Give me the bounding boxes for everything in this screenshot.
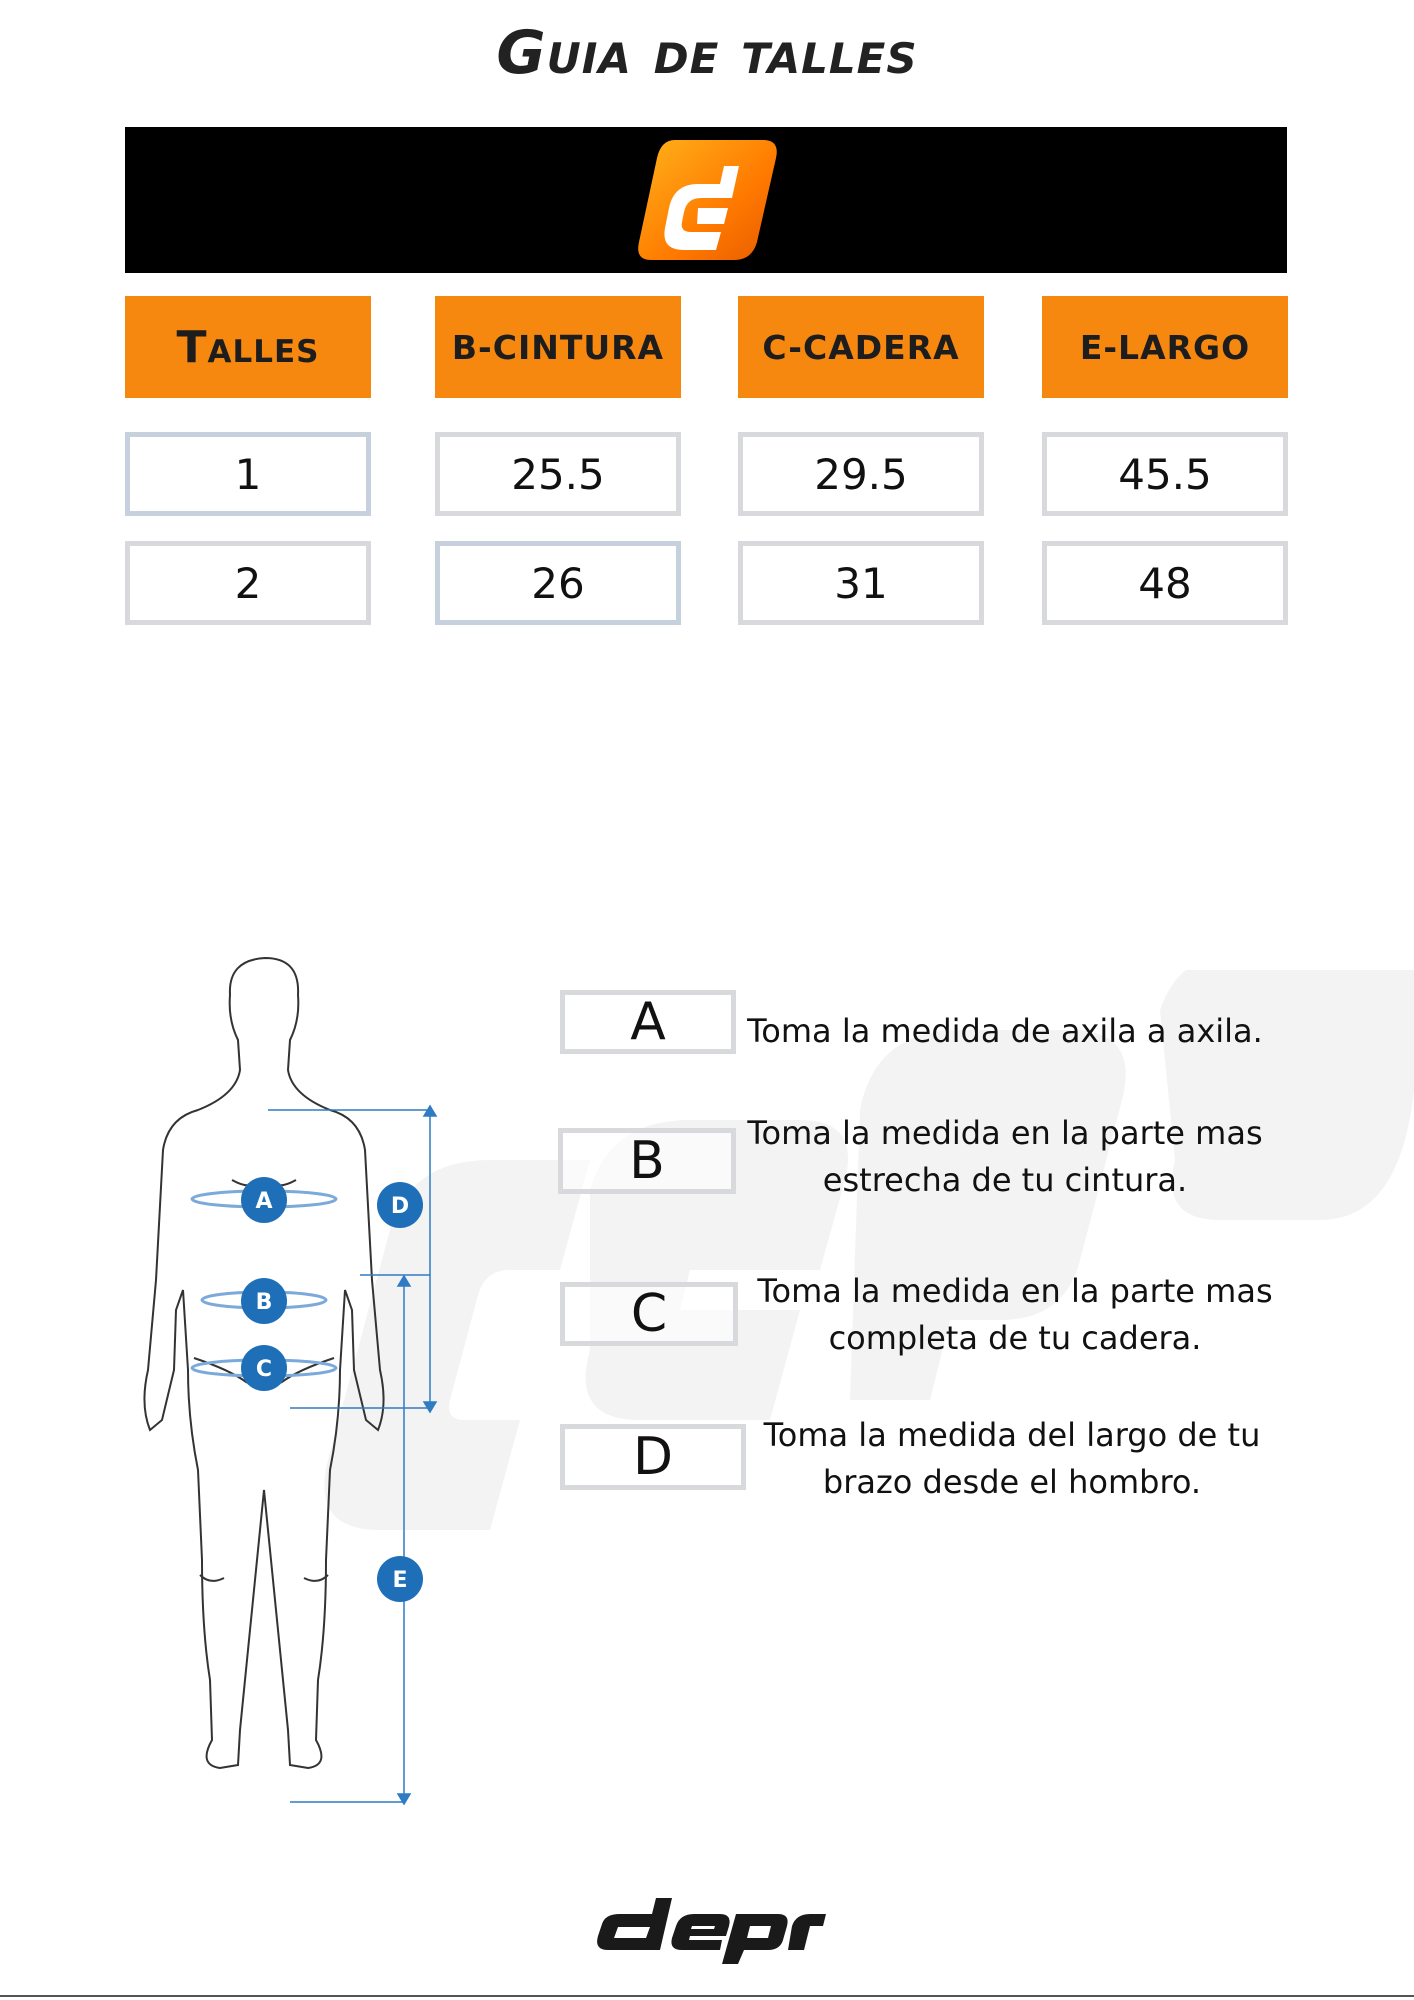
measurement-letter-a: A [560,990,736,1054]
measurement-letter-d: D [560,1424,746,1490]
cell-largo-2: 48 [1042,541,1288,625]
svg-text:C: C [255,1357,273,1382]
page-title: Guia de talles [496,18,918,88]
measurement-letter-b: B [558,1128,736,1194]
cell-cadera-2: 31 [738,541,984,625]
depor-wordmark-logo [590,1894,826,1964]
svg-text:D: D [390,1194,410,1219]
cell-largo-1: 45.5 [1042,432,1288,516]
marker-b [241,1278,287,1324]
brand-banner [125,127,1287,273]
cell-cintura-2: 26 [435,541,681,625]
svg-text:B: B [255,1290,273,1315]
svg-text:E: E [392,1568,408,1593]
body-measurement-figure [140,950,460,1810]
measurement-desc-c: Toma la medida en la parte mas completa de tu cadera. [757,1272,1273,1357]
svg-text:A: A [255,1189,273,1214]
marker-c [241,1345,287,1391]
measurement-desc-a: Toma la medida de axila a axila. [747,1012,1263,1050]
cell-cintura-1: 25.5 [435,432,681,516]
depor-d-logo-icon [635,136,780,264]
bottom-divider [0,1995,1414,1997]
measurement-letter-c: C [560,1282,738,1346]
marker-a [241,1177,287,1223]
header-largo: E-LARGO [1042,296,1288,398]
cell-cadera-1: 29.5 [738,432,984,516]
marker-e [377,1556,423,1602]
measurement-desc-b: Toma la medida en la parte mas estrecha de tu cintura. [747,1114,1263,1199]
header-talles: Talles [125,296,371,398]
header-cadera: C-CADERA [738,296,984,398]
cell-talle-1: 1 [125,432,371,516]
marker-d [377,1182,423,1228]
cell-talle-2: 2 [125,541,371,625]
header-cintura: B-CINTURA [435,296,681,398]
measurement-desc-d: Toma la medida del largo de tu brazo desde el hombro. [763,1416,1261,1501]
